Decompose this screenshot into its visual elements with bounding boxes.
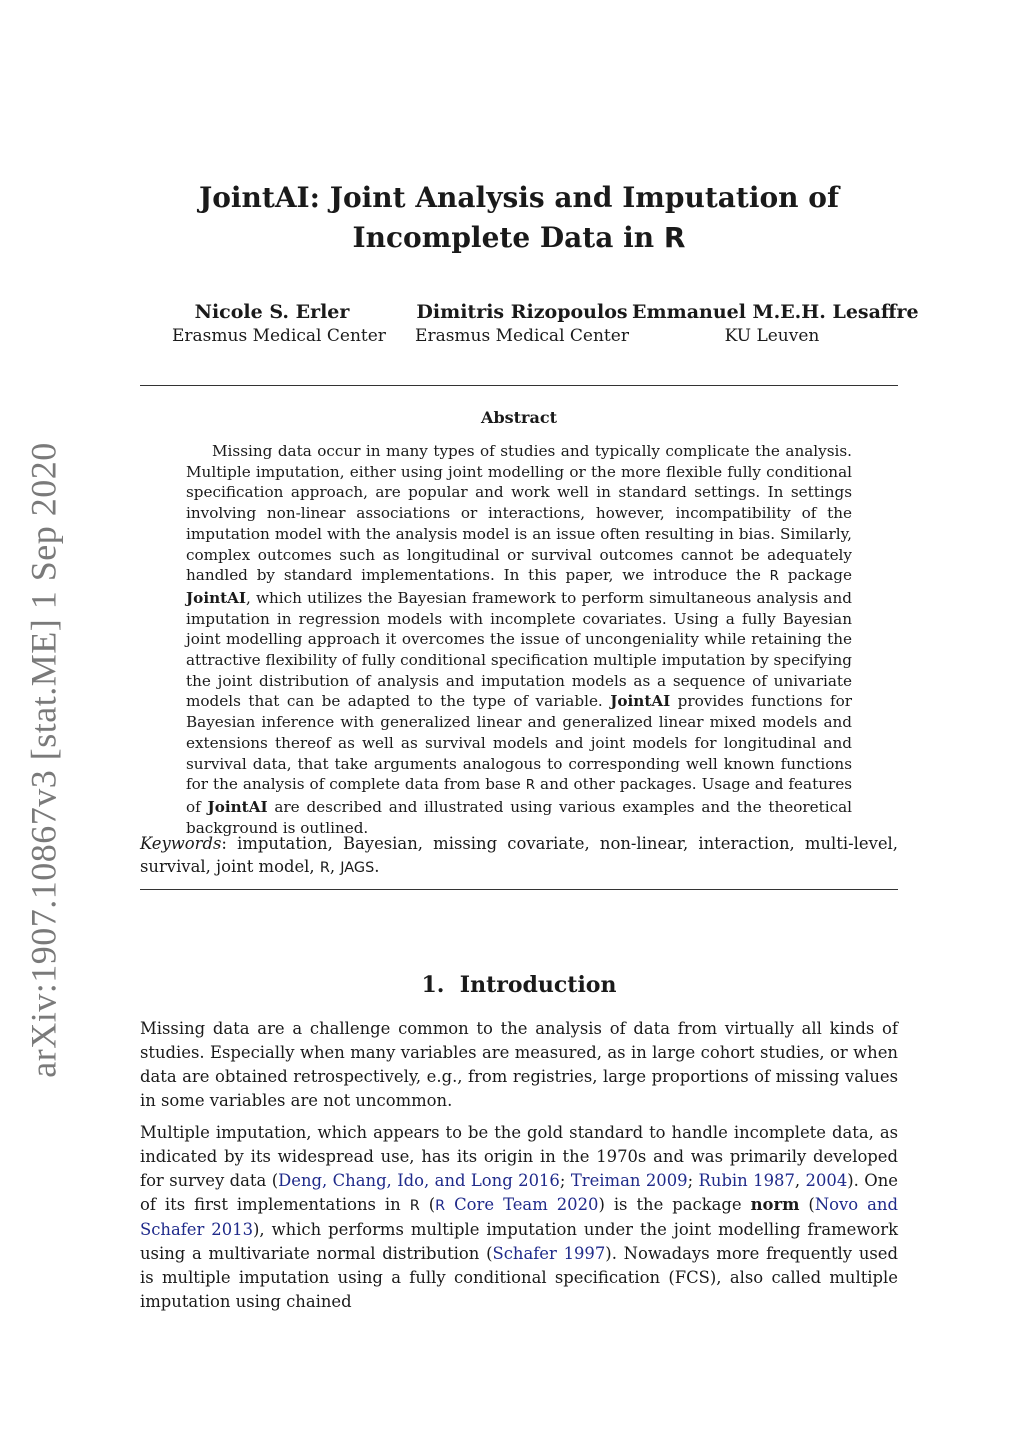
package-name: norm bbox=[750, 1195, 800, 1214]
citation-r: R bbox=[435, 1198, 446, 1214]
package-name: JointAI bbox=[610, 692, 671, 711]
r-language: R bbox=[409, 1198, 420, 1214]
abstract-body bbox=[186, 441, 852, 838]
r-language: R bbox=[525, 778, 536, 794]
r-language: R bbox=[319, 860, 330, 876]
intro-paragraph-1: Missing data are a challenge common to the analysis of data from virtually all kinds of studies. Especially when many variables are measured, as in large cohort studies, or when data are obtained retrospectively, e.g., from registries, large proportions of missing values in some variables are not uncommon. bbox=[140, 1019, 898, 1110]
citation-separator: , bbox=[794, 1171, 801, 1190]
author-1 bbox=[172, 300, 386, 348]
author-name: Emmanuel M.E.H. Lesaffre bbox=[632, 301, 919, 323]
arxiv-stamp bbox=[19, 442, 69, 1078]
package-name: JointAI bbox=[207, 797, 268, 816]
citation-link[interactable]: Treiman 2009 bbox=[570, 1171, 688, 1190]
section-number: 1. bbox=[421, 972, 445, 998]
keywords-end: . bbox=[374, 857, 380, 876]
keywords-separator: , bbox=[329, 857, 336, 876]
citation-link[interactable]: Schafer 1997 bbox=[492, 1244, 606, 1263]
abstract-text: and other packages. Usage and features of bbox=[186, 775, 853, 816]
title-line-2-text: Incomplete Data in bbox=[352, 221, 655, 254]
abstract-top-rule bbox=[140, 385, 898, 386]
title-line-2 bbox=[140, 218, 898, 258]
citation-link[interactable]: 2004 bbox=[805, 1171, 848, 1190]
citation-link[interactable]: Deng, Chang, Ido, and Long 2016 bbox=[278, 1171, 560, 1190]
author-2 bbox=[414, 300, 630, 348]
citation-separator: ; bbox=[559, 1171, 566, 1190]
abstract-text: package bbox=[787, 566, 853, 585]
citation-text: Core Team 2020 bbox=[445, 1195, 599, 1214]
paper-title bbox=[140, 178, 898, 258]
author-affiliation: Erasmus Medical Center bbox=[172, 326, 386, 346]
abstract-text: Missing data occur in many types of studies and typically complicate the analysis. Multiple imputation, either using joint modelling or the more flexible fully conditional specification approach, are popular and work well in standard settings. In settings involving non-linear associations or interactions, however, incompatibility of the imputation model with the analysis model is an issue often resulting in bias. Similarly, complex outcomes such as longitudinal or survival outcomes cannot be adequately handled by standard implementations. In this paper, we introduce the bbox=[186, 442, 852, 585]
arxiv-identifier: arXiv:1907.10867v3 [stat.ME] 1 Sep 2020 bbox=[24, 442, 64, 1078]
package-name: JointAI bbox=[186, 588, 247, 607]
citation-link[interactable]: Novo and Schafer 2013 bbox=[140, 1195, 898, 1239]
author-affiliation: KU Leuven bbox=[724, 326, 820, 346]
author-name: Dimitris Rizopoulos bbox=[416, 301, 628, 323]
intro-paragraph-2 bbox=[140, 1121, 898, 1314]
author-name: Nicole S. Erler bbox=[194, 301, 350, 323]
section-heading bbox=[140, 969, 898, 1001]
paragraph-text: ( bbox=[808, 1195, 815, 1214]
citation-link[interactable] bbox=[435, 1195, 598, 1214]
abstract-text: , which utilizes the Bayesian framework to perform simultaneous analysis and imputation in regression models with incomplete covariates. Using a fully Bayesian joint modelling approach it overcomes the issue of uncongeniality while retaining the attractive flexibility of fully conditional specification multiple imputation by specifying the joint distribution of analysis and imputation models as a sequence of univariate models that can be adapted to the type of variable. bbox=[186, 588, 852, 711]
author-3 bbox=[632, 300, 919, 348]
title-r-language: R bbox=[663, 221, 686, 254]
paragraph-text: ), which performs multiple imputation under the joint modelling framework using a multivariate normal distribution ( bbox=[140, 1220, 899, 1263]
author-affiliation: Erasmus Medical Center bbox=[415, 326, 629, 346]
r-language: R bbox=[769, 569, 779, 585]
paragraph-text: ( bbox=[428, 1195, 436, 1214]
abstract-bottom-rule bbox=[140, 889, 898, 890]
abstract-text: are described and illustrated using various examples and the theoretical background is outlined. bbox=[186, 797, 852, 837]
jags-software: JAGS bbox=[340, 860, 375, 876]
section-title: Introduction bbox=[459, 972, 617, 998]
keywords-label: Keywords bbox=[140, 834, 222, 853]
abstract-heading: Abstract bbox=[481, 408, 557, 427]
abstract-text: provides functions for Bayesian inference with generalized linear and generalized linear mixed models and extensions thereof as well as survival models and joint models for longitudinal and survival data, that take arguments analogous to corresponding well known functions for the analysis of complete data from base bbox=[186, 692, 853, 794]
paragraph-text: ). One of its first implementations in bbox=[140, 1171, 898, 1214]
paragraph-text: Multiple imputation, which appears to be the gold standard to handle incomplete data, as indicated by its widespread use, has its origin in the 1970s and was primarily developed for survey data ( bbox=[140, 1123, 898, 1190]
citation-link[interactable]: Rubin 1987 bbox=[698, 1171, 795, 1190]
keywords-text: : imputation, Bayesian, missing covariate, non-linear, interaction, multi-level, survival, joint model, bbox=[140, 834, 898, 876]
keywords bbox=[140, 832, 898, 880]
paragraph-text: ) is the package bbox=[598, 1195, 742, 1214]
citation-separator: ; bbox=[687, 1171, 694, 1190]
title-line-1: JointAI: Joint Analysis and Imputation of bbox=[198, 181, 840, 214]
paragraph-text: ). Nowadays more frequently used is multiple imputation using a fully conditional specification (FCS), also called multiple imputation using chained bbox=[140, 1244, 898, 1311]
